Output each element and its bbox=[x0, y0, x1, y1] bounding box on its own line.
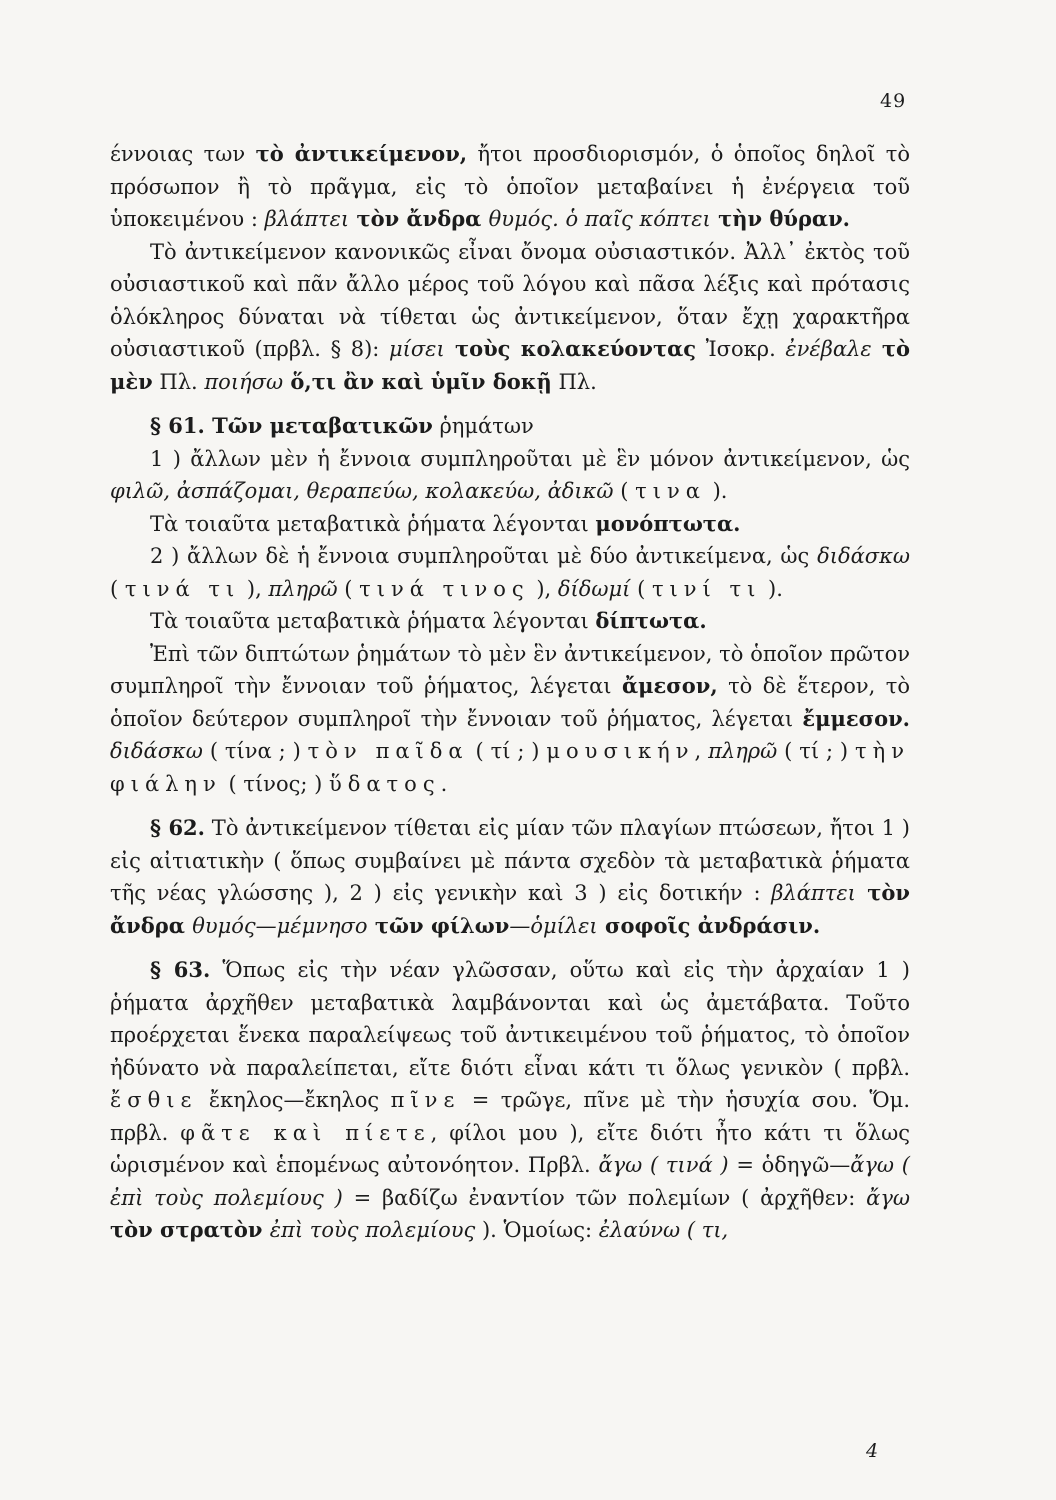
bold-term: ἄμεσον, bbox=[621, 673, 718, 698]
text-run: ( bbox=[110, 576, 125, 601]
text-run: ( τί ; ) bbox=[777, 739, 856, 763]
example-italic: διδάσκω bbox=[110, 739, 203, 763]
spaced-text: τινά τινος bbox=[359, 576, 530, 601]
text-run: Πλ. bbox=[551, 369, 597, 394]
section-number: § 62. bbox=[150, 815, 205, 840]
example-italic: θυμός—μέμνησο bbox=[192, 913, 368, 938]
spaced-text: πῖνε bbox=[390, 1088, 461, 1112]
bold-term: τῶν φίλων bbox=[367, 912, 510, 938]
text-run: Ἐπὶ τῶν διπτώτων ῥημάτων τὸ μὲν ἓν ἀντικείμενον, τὸ ὁποῖον πρῶτον συμπληροῖ τὴν ἔννοιαν τοῦ ῥήματος, λέγεται bbox=[110, 641, 910, 698]
text-run: ( bbox=[630, 576, 652, 601]
section-61-direct-indirect bbox=[110, 638, 910, 801]
bold-term: μονόπτωτα. bbox=[595, 510, 741, 536]
section-number: § 61. bbox=[150, 413, 205, 438]
text-run: ). bbox=[705, 479, 728, 503]
example-italic: ἄγω ( ἐπὶ τοὺς πολεμίους ) bbox=[110, 1153, 910, 1210]
intro-paragraph bbox=[110, 138, 910, 236]
text-run: Ἰσοκρ. bbox=[696, 337, 786, 361]
text-run: Τὸ ἀντικείμενον κανονικῶς εἶναι ὄνομα οὐσιαστικόν. Ἀλλ᾽ ἐκτὸς τοῦ οὐσιαστικοῦ καὶ πᾶν ἄλλο μέρος τοῦ λόγου καὶ πᾶσα λέξις καὶ πρότασις ὁλόκληρος δύναται νὰ τίθεται ὡς ἀντικείμενον, ὅταν ἔχῃ χαρακτῆρα οὐσιαστικοῦ (πρβλ. § 8): bbox=[110, 239, 910, 361]
text-run: ( τίνα ; ) bbox=[202, 739, 308, 763]
bold-term: τοὺς κολακεύοντας bbox=[444, 336, 697, 361]
example-italic: διδάσκω bbox=[817, 544, 910, 568]
bold-term: τὴν θύραν. bbox=[710, 206, 850, 231]
text-run: Πλ. bbox=[152, 369, 205, 394]
text-run: Ὅπως εἰς τὴν νέαν γλῶσσαν, οὕτω καὶ εἰς τὴν ἀρχαίαν 1 ) ῥήματα ἀρχῆθεν μεταβατικὰ λαμβάνονται καὶ ὡς ἀμετάβατα. Τοῦτο προέρχεται ἕνεκα παραλείψεως τοῦ ἀντικειμένου τοῦ ῥήματος, τὸ ὁποῖον ἠδύνατο νὰ παραλείπεται, εἴτε διότι εἶναι κάτι τι ὅλως γενικὸν ( πρβλ. bbox=[110, 958, 911, 1080]
body-text bbox=[110, 138, 910, 1247]
spaced-text: τινα bbox=[635, 479, 706, 503]
example-italic: ποιήσω bbox=[204, 369, 284, 394]
section-61-diptota bbox=[110, 605, 910, 638]
spaced-text: ἔσθιε bbox=[110, 1088, 198, 1112]
text-run: ῥημάτων bbox=[432, 414, 534, 438]
spaced-text: τὸν παῖδα bbox=[307, 739, 469, 763]
example-italic: ἐπὶ τοὺς πολεμίους bbox=[269, 1218, 476, 1242]
text-run: ἔκηλος—ἔκηλος bbox=[197, 1088, 391, 1112]
text-run: ἤτοι προσδιορισμόν, ὁ ὁποῖος δηλοῖ τὸ πρόσωπον ἢ τὸ πρᾶγμα, εἰς τὸ ὁποῖον μεταβαίνει ἡ ἐνέργεια τοῦ ὑποκειμένου : bbox=[110, 142, 911, 231]
spaced-text: τινί τι bbox=[651, 576, 762, 601]
text-run: ). Ὁμοίως: bbox=[475, 1218, 599, 1242]
example-italic: δίδωμί bbox=[557, 576, 631, 601]
text-run: = τρῶγε, πῖνε μὲ τὴν ἡσυχία σου. Ὅμ. πρβλ. bbox=[110, 1088, 911, 1145]
bold-term: τὸν ἄνδρα bbox=[349, 206, 489, 231]
text-run: 1 ) ἄλλων μὲν ἡ ἔννοια συμπληροῦται μὲ ἓν μόνον ἀντικείμενον, ὡς bbox=[150, 446, 910, 471]
section-62-paragraph bbox=[110, 812, 910, 942]
example-italic: πληρῶ bbox=[268, 576, 338, 601]
bold-term: τὸν ἄνδρα bbox=[110, 880, 910, 938]
text-run: 2 ) ἄλλων δὲ ἡ ἔννοια συμπληροῦται μὲ δύο ἀντικείμενα, ὡς bbox=[150, 544, 818, 568]
text-run: = ὁδηγῶ— bbox=[728, 1153, 851, 1177]
example-italic: βλάπτει bbox=[771, 881, 856, 905]
example-italic: ἐνέβαλε bbox=[785, 337, 872, 361]
bold-term: τὸ μὲν bbox=[110, 336, 911, 394]
text-run: ( bbox=[613, 479, 636, 503]
text-run: , bbox=[694, 739, 709, 763]
section-number: § 63. bbox=[150, 957, 211, 982]
spaced-text: μουσικήν bbox=[546, 739, 695, 763]
page-number: 49 bbox=[880, 90, 907, 112]
section-61-heading bbox=[110, 410, 910, 443]
spaced-text: φᾶτε καὶ πίετε bbox=[180, 1120, 431, 1145]
example-italic: ἐλαύνω ( τι, bbox=[598, 1218, 729, 1242]
bold-term: τὸν στρατὸν bbox=[110, 1217, 270, 1242]
text-run: ( τί ; ) bbox=[468, 739, 547, 763]
text-run: ), bbox=[529, 576, 558, 601]
example-italic: ἄγω bbox=[866, 1185, 910, 1210]
text-run: ). bbox=[761, 576, 783, 601]
spaced-text: ὕδατος. bbox=[328, 771, 454, 796]
example-italic: μίσει bbox=[388, 337, 445, 361]
signature-mark: 4 bbox=[866, 1440, 879, 1462]
bold-term: τὸ ἀντικείμενον, bbox=[255, 141, 468, 166]
example-italic: φιλῶ, ἀσπάζομαι, θεραπεύω, κολακεύω, ἀδικῶ bbox=[110, 479, 614, 503]
example-italic: βλάπτει bbox=[264, 207, 350, 231]
bold-term: ἔμμεσον. bbox=[802, 705, 910, 731]
spaced-text: τὴν φιάλην bbox=[110, 739, 910, 796]
example-italic: θυμός. ὁ παῖς κόπτει bbox=[488, 207, 711, 231]
section-61-item-2 bbox=[110, 540, 910, 605]
text-run: τὸ δὲ ἕτερον, τὸ ὁποῖον δεύτερον συμπληροῖ τὴν ἔννοιαν τοῦ ῥήματος, λέγεται bbox=[110, 674, 910, 731]
text-run: ( τίνος; ) bbox=[221, 771, 329, 796]
example-italic: —ὁμίλει bbox=[509, 913, 598, 938]
object-types-paragraph bbox=[110, 236, 910, 399]
section-61-monoptota bbox=[110, 508, 910, 541]
bold-term: ὅ,τι ἂν καὶ ὑμῖν δοκῇ bbox=[283, 368, 552, 394]
text-run: Τὰ τοιαῦτα μεταβατικὰ ῥήματα λέγονται bbox=[150, 511, 596, 536]
text-run: ( bbox=[337, 576, 360, 601]
text-run: έννοιας των bbox=[110, 142, 256, 166]
bold-term: Τῶν μεταβατικῶν bbox=[204, 413, 433, 438]
bold-term: σοφοῖς ἀνδράσιν. bbox=[597, 912, 821, 938]
example-italic: ἄγω ( τινά ) bbox=[598, 1153, 729, 1177]
text-run: Τὸ ἀντικείμενον τίθεται εἰς μίαν τῶν πλαγίων πτώσεων, ἤτοι 1 ) εἰς αἰτιατικὴν ( ὅπως συμβαίνει μὲ πάντα σχεδὸν τὰ μεταβατικὰ ῥήματα τῆς νέας γλώσσης ), 2 ) εἰς γενικὴν καὶ 3 ) εἰς δοτικήν : bbox=[110, 816, 911, 905]
bold-term: δίπτωτα. bbox=[595, 608, 707, 633]
text-run: , φίλοι μου ), εἴτε διότι ἦτο κάτι τι ὅλως ὡρισμένον καὶ ἑπομένως αὐτονόητον. Πρβλ. bbox=[110, 1120, 911, 1177]
section-61-item-1 bbox=[110, 443, 910, 508]
text-run: = βαδίζω ἐναντίον τῶν πολεμίων ( ἀρχῆθεν: bbox=[342, 1185, 867, 1210]
spaced-text: τινά τι bbox=[124, 576, 241, 601]
text-run: ), bbox=[240, 576, 269, 601]
text-run: Τὰ τοιαῦτα μεταβατικὰ ῥήματα λέγονται bbox=[150, 609, 596, 633]
example-italic: πληρῶ bbox=[708, 739, 778, 763]
section-63-paragraph bbox=[110, 954, 910, 1247]
